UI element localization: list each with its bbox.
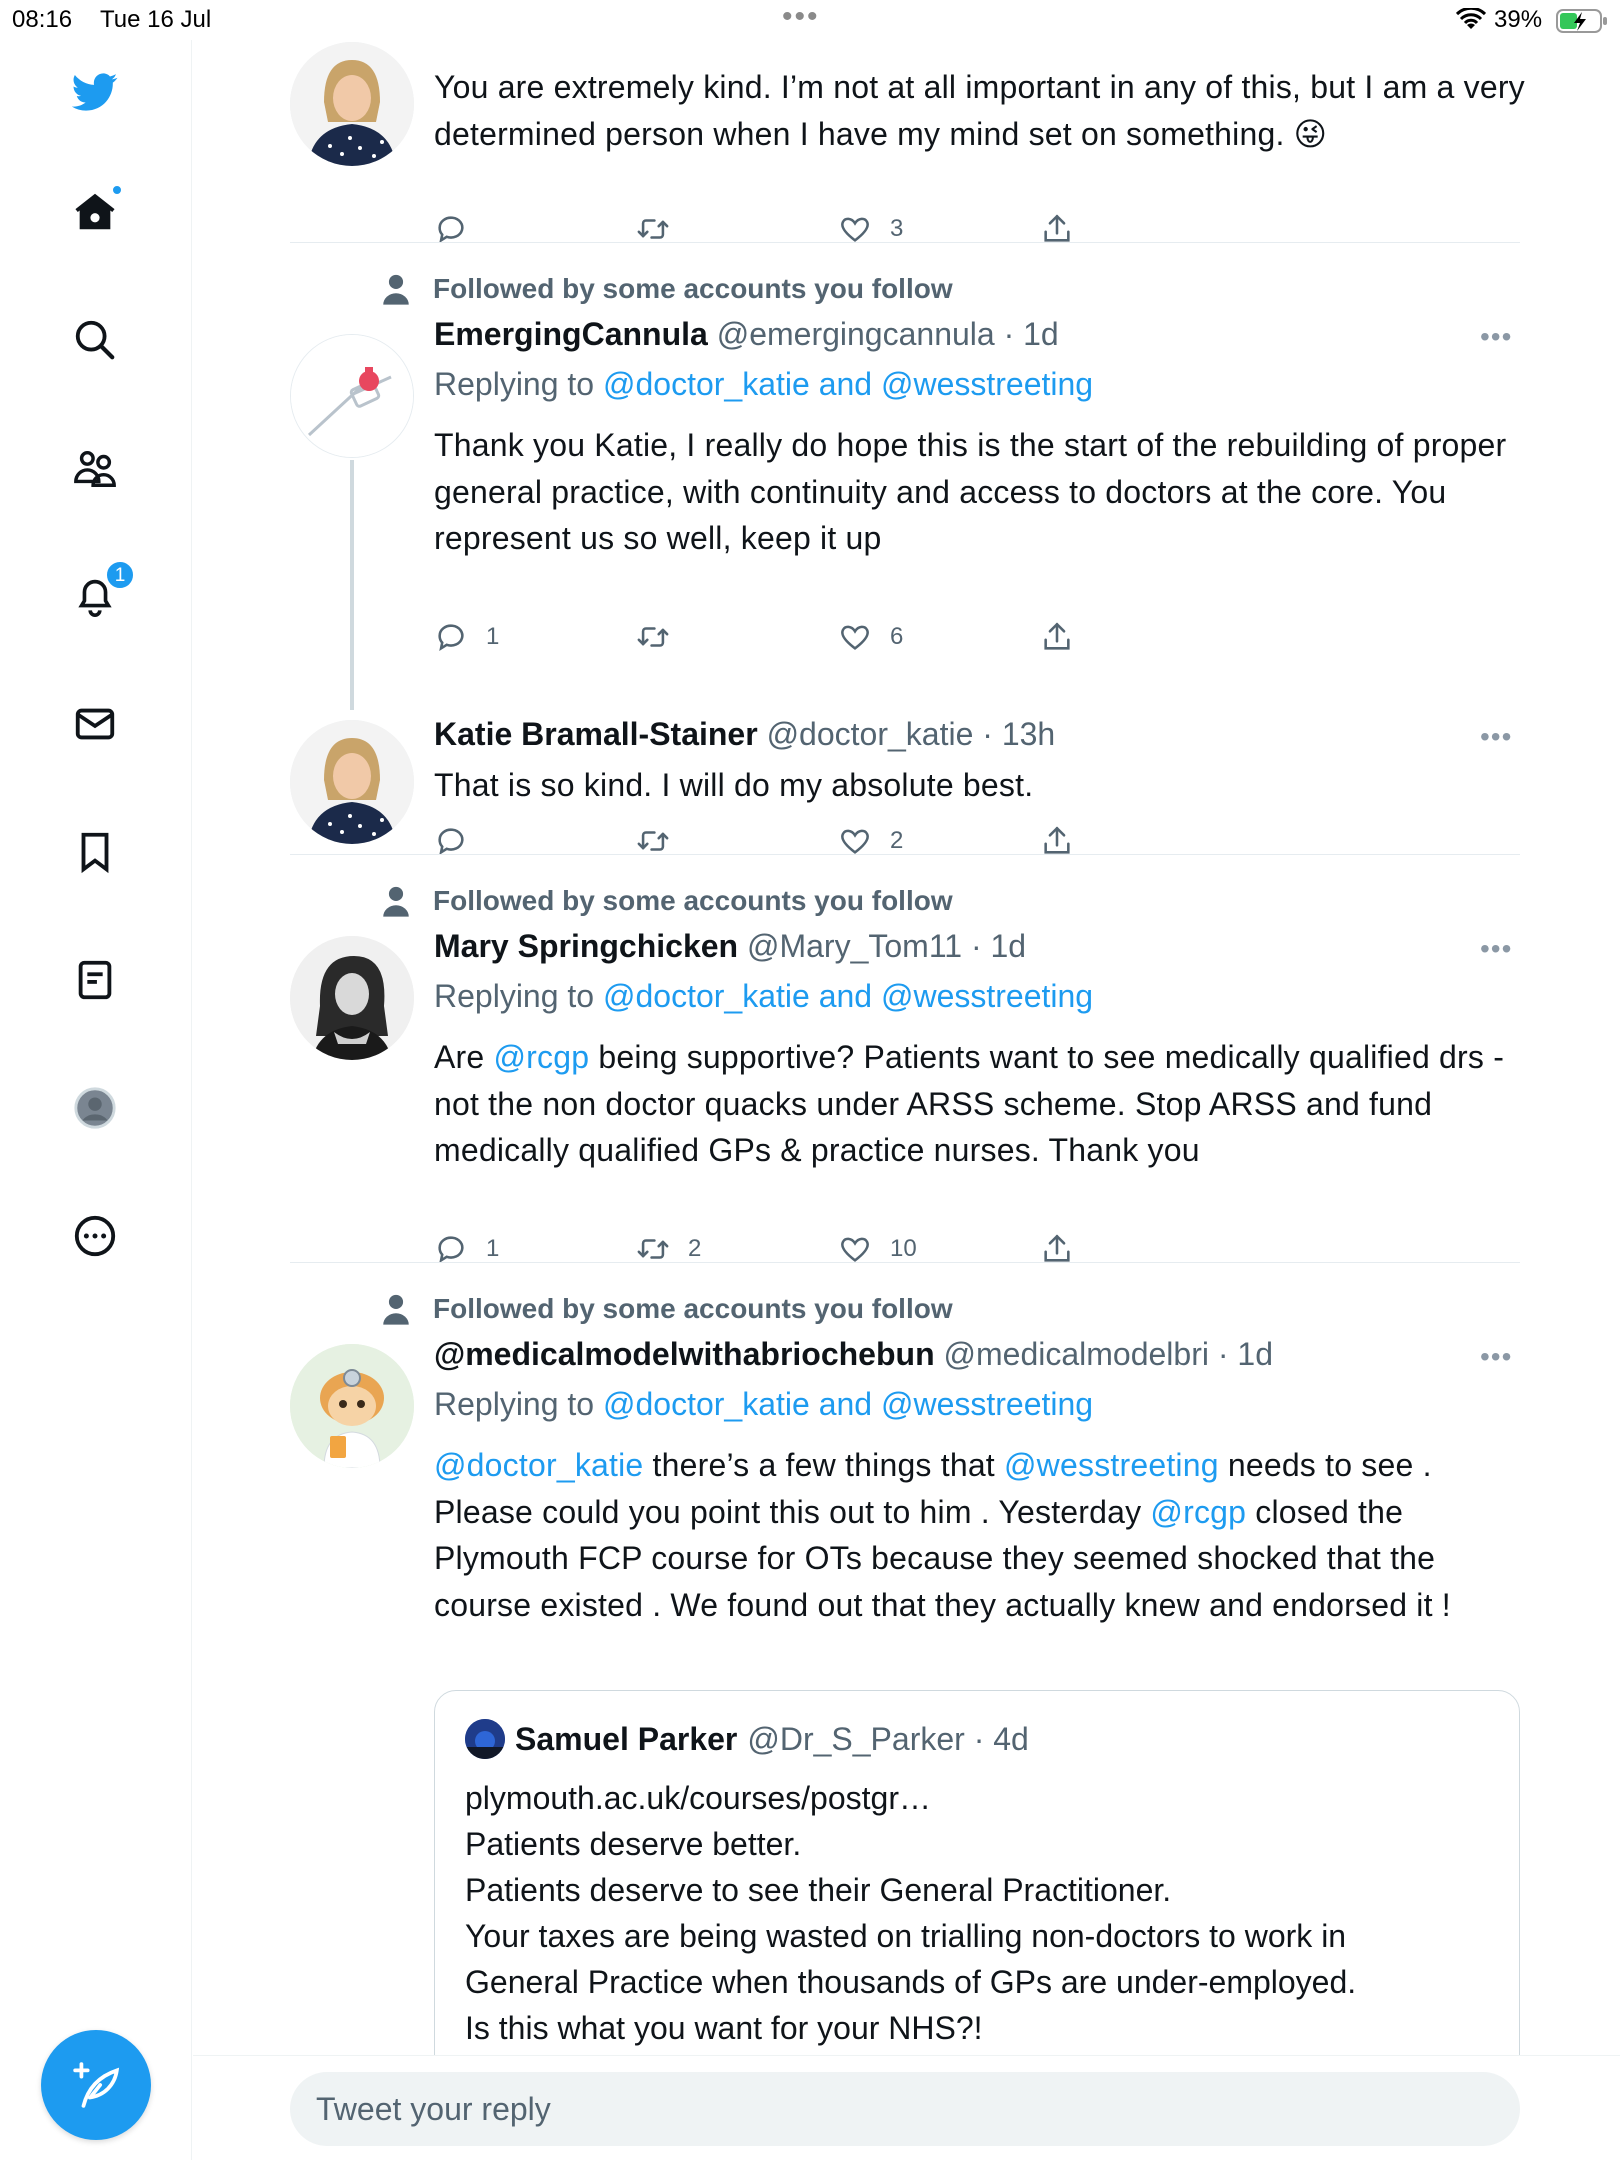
quoted-line: General Practice when thousands of GPs are under-employed. <box>465 1964 1357 2000</box>
mention-link[interactable]: @rcgp <box>1150 1493 1247 1530</box>
avatar-katie[interactable] <box>290 720 414 844</box>
quoted-tweet-text <box>465 1775 1495 2097</box>
reply-button[interactable] <box>434 212 486 246</box>
tweet-top-katie[interactable] <box>290 40 1525 260</box>
search-icon[interactable] <box>63 308 127 372</box>
like-button[interactable] <box>838 212 903 246</box>
avatar-mary[interactable] <box>290 936 414 1060</box>
tweet-mary-springchicken[interactable] <box>290 884 1520 1264</box>
quoted-line: plymouth.ac.uk/courses/postgr… <box>465 1780 931 1816</box>
retweet-icon <box>636 212 670 246</box>
quoted-tweet[interactable] <box>434 1690 1520 2110</box>
quoted-author-handle: @Dr_S_Parker · 4d <box>747 1720 1029 1757</box>
author-name[interactable]: Mary Springchicken <box>434 928 739 964</box>
heart-icon <box>838 620 872 654</box>
retweet-count: 2 <box>688 1235 702 1262</box>
social-context-label: Followed by some accounts you follow <box>433 1293 953 1324</box>
tweet-medicalmodel[interactable] <box>290 1292 1520 2160</box>
text-segment: Are <box>434 1039 494 1075</box>
compose-feather-icon <box>71 2060 121 2110</box>
bookmarks-icon[interactable] <box>63 820 127 884</box>
tweet-emergingcannula[interactable] <box>290 272 1520 672</box>
share-icon <box>1040 620 1074 654</box>
tweet-more-icon[interactable]: ••• <box>1480 721 1513 752</box>
retweet-icon <box>636 620 670 654</box>
author-name[interactable]: EmergingCannula <box>434 316 708 352</box>
compose-tweet-button[interactable] <box>41 2030 151 2140</box>
tweet-header <box>434 316 1059 353</box>
tweet-thread <box>193 40 1620 2160</box>
reply-input[interactable] <box>290 2072 1520 2146</box>
status-bar <box>0 0 1620 40</box>
tweet-actions <box>434 620 1134 660</box>
text-segment: needs to see . Please could you point this out to him . Yesterday <box>434 1447 1432 1530</box>
tweet-header <box>434 1336 1273 1373</box>
tweet-text: You are extremely kind. I’m not at all important in any of this, but I am a very determined person when I have my mind set on something. 😜 <box>434 69 1525 152</box>
person-icon <box>379 1292 413 1326</box>
twitter-logo-icon[interactable] <box>63 60 127 124</box>
quoted-tweet-header <box>465 1719 1029 1759</box>
social-context-label: Followed by some accounts you follow <box>433 273 953 304</box>
mention-link[interactable]: @doctor_katie <box>434 1447 644 1483</box>
retweet-button[interactable] <box>636 824 688 858</box>
like-button[interactable] <box>838 1232 917 1266</box>
social-context <box>379 884 953 918</box>
tweet-header <box>434 928 1026 965</box>
replying-to <box>434 1386 1093 1423</box>
share-icon <box>1040 1232 1074 1266</box>
tweet-text <box>434 1442 1534 1628</box>
replying-prefix: Replying to <box>434 366 595 402</box>
share-icon <box>1040 212 1074 246</box>
tweet-katie-reply[interactable] <box>290 672 1520 892</box>
heart-icon <box>838 824 872 858</box>
social-context-label: Followed by some accounts you follow <box>433 885 953 916</box>
avatar-emergingcannula[interactable] <box>290 334 414 458</box>
home-badge-dot <box>111 184 123 196</box>
replying-to <box>434 366 1093 403</box>
quoted-line: Your taxes are being wasted on trialling non-doctors to work in <box>465 1918 1347 1954</box>
messages-icon[interactable] <box>63 692 127 756</box>
tweet-actions <box>434 1232 1134 1272</box>
profile-avatar-icon[interactable] <box>63 1076 127 1140</box>
reply-composer <box>193 2055 1620 2160</box>
replying-to <box>434 978 1093 1015</box>
reply-count: 1 <box>486 1235 500 1262</box>
share-button[interactable] <box>1040 212 1092 246</box>
notifications-bell-icon[interactable] <box>63 564 127 628</box>
reply-button[interactable] <box>434 824 486 858</box>
reply-button[interactable] <box>434 620 499 654</box>
status-date: Tue 16 Jul <box>100 6 212 33</box>
divider <box>290 1262 1520 1263</box>
quoted-line: Is this what you want for your NHS?! <box>465 2010 983 2046</box>
battery-percent: 39% <box>1494 6 1543 33</box>
like-button[interactable] <box>838 620 903 654</box>
share-button[interactable] <box>1040 824 1092 858</box>
tweet-actions <box>434 824 1134 864</box>
retweet-icon <box>636 1232 670 1266</box>
like-count: 6 <box>890 623 904 650</box>
reply-icon <box>434 824 468 858</box>
communities-icon[interactable] <box>63 436 127 500</box>
text-segment: closed the Plymouth FCP course for OTs because they seemed shocked that the course existed . We found out that they actually knew and endorsed it ! <box>434 1493 1451 1623</box>
tweet-more-icon[interactable]: ••• <box>1480 933 1513 964</box>
heart-icon <box>838 1232 872 1266</box>
author-handle[interactable]: @doctor_katie · 13h <box>766 716 1056 752</box>
social-context <box>379 1292 953 1326</box>
person-icon <box>379 884 413 918</box>
quoted-line: Patients deserve better. <box>465 1826 802 1862</box>
reply-icon <box>434 620 468 654</box>
divider <box>290 242 1520 243</box>
tweet-text: That is so kind. I will do my absolute best. <box>434 767 1034 803</box>
replying-users-link[interactable]: @doctor_katie and @wesstreeting <box>602 366 1094 402</box>
quoted-line: Patients deserve to see their General Practitioner. <box>465 1872 1172 1908</box>
multitasking-dots-icon[interactable]: ••• <box>782 0 820 33</box>
more-options-icon[interactable] <box>63 1204 127 1268</box>
heart-icon <box>838 212 872 246</box>
person-icon <box>379 272 413 306</box>
battery-charging-icon <box>1556 9 1608 33</box>
like-count: 3 <box>890 215 904 242</box>
replying-prefix: Replying to <box>434 1386 595 1422</box>
wifi-icon <box>1456 8 1486 32</box>
text-segment: there’s a few things that <box>643 1447 1004 1483</box>
author-name[interactable]: Katie Bramall-Stainer <box>434 716 758 752</box>
like-count: 2 <box>890 827 904 854</box>
retweet-button[interactable] <box>636 620 688 654</box>
tweet-header <box>434 716 1055 753</box>
avatar-samuel-parker <box>465 1719 505 1759</box>
lists-icon[interactable] <box>63 948 127 1012</box>
author-handle[interactable]: @medicalmodelbri · 1d <box>943 1336 1273 1372</box>
retweet-button[interactable] <box>636 1232 701 1266</box>
avatar-medicalmodel[interactable] <box>290 1344 414 1468</box>
replying-users-link[interactable]: @doctor_katie and @wesstreeting <box>602 1386 1094 1422</box>
notifications-badge: 1 <box>105 560 135 590</box>
tweet-text: Thank you Katie, I really do hope this is the start of the rebuilding of proper general practice, with continuity and access to doctors at the core. You represent us so well, keep it up <box>434 427 1507 556</box>
author-handle[interactable]: @emergingcannula · 1d <box>716 316 1059 352</box>
like-button[interactable] <box>838 824 903 858</box>
replying-users-link[interactable]: @doctor_katie and @wesstreeting <box>602 978 1094 1014</box>
share-button[interactable] <box>1040 1232 1092 1266</box>
share-button[interactable] <box>1040 620 1092 654</box>
text-segment: being supportive? Patients want to see medically qualified drs - not the non doctor quacks under ARSS scheme. Stop ARSS and fund medically qualified GPs & practice nurses. Thank you <box>434 1039 1505 1168</box>
replying-prefix: Replying to <box>434 978 595 1014</box>
social-context <box>379 272 953 306</box>
retweet-button[interactable] <box>636 212 688 246</box>
author-handle[interactable]: @Mary_Tom11 · 1d <box>746 928 1027 964</box>
reply-icon <box>434 212 468 246</box>
reply-button[interactable] <box>434 1232 499 1266</box>
reply-icon <box>434 1232 468 1266</box>
status-time: 08:16 <box>12 6 73 33</box>
sidebar <box>0 40 192 2160</box>
retweet-icon <box>636 824 670 858</box>
like-count: 10 <box>890 1235 917 1262</box>
mention-link[interactable]: @rcgp <box>493 1039 590 1075</box>
quoted-author-name: Samuel Parker <box>515 1720 738 1757</box>
tweet-text <box>434 1034 1534 1174</box>
tweet-more-icon[interactable]: ••• <box>1480 321 1513 352</box>
home-icon[interactable] <box>63 180 127 244</box>
divider <box>290 854 1520 855</box>
tweet-actions <box>434 212 1134 252</box>
reply-count: 1 <box>486 623 500 650</box>
share-icon <box>1040 824 1074 858</box>
author-name[interactable]: @medicalmodelwithabriochebun <box>434 1336 935 1372</box>
avatar-katie[interactable] <box>290 42 414 166</box>
tweet-more-icon[interactable]: ••• <box>1480 1341 1513 1372</box>
mention-link[interactable]: @wesstreeting <box>1004 1447 1219 1483</box>
